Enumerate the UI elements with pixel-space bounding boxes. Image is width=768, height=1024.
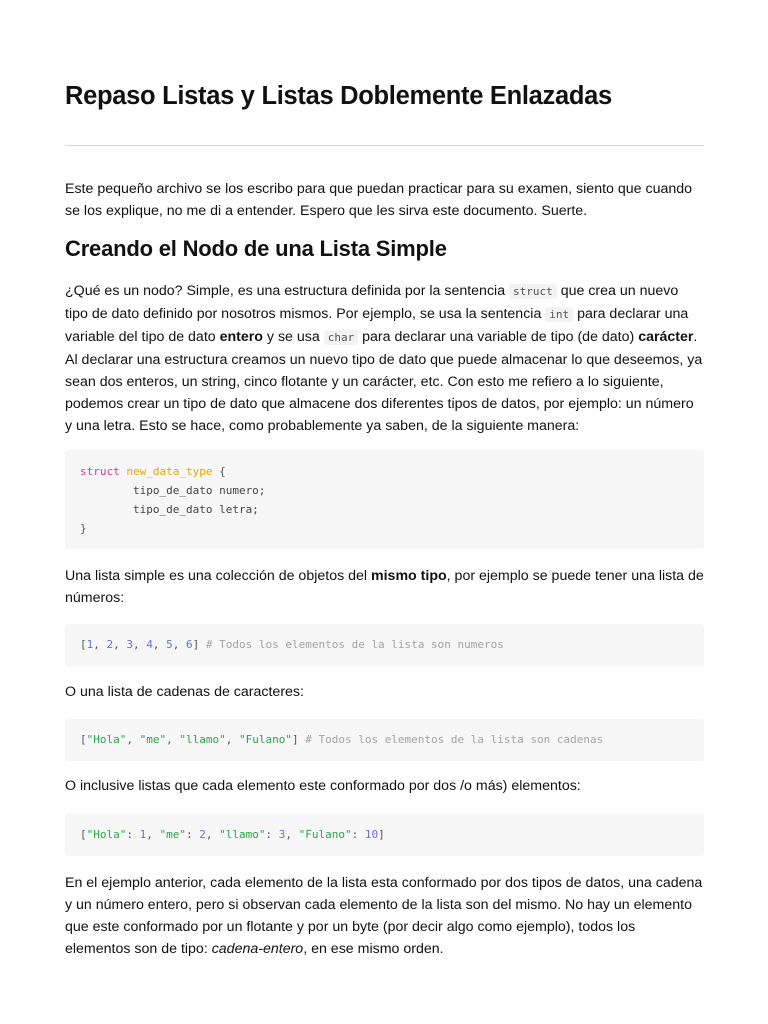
code-separator: , [152,638,167,651]
inline-code-int: int [545,307,573,322]
code-pair-value: 2 [199,828,206,841]
code-block-struct [65,450,704,549]
bold-mismo-tipo: mismo tipo [371,568,447,584]
code-list-item: "me" [139,733,167,746]
text-run: , en ese mismo orden. [303,941,444,957]
inline-code-struct: struct [509,284,557,299]
text-run: y se usa [262,329,324,345]
code-separator: , [285,828,299,841]
code-list-item: "llamo" [179,733,226,746]
bold-entero: entero [219,329,263,345]
text-run: que crea un nuevo tipo de dato definido por nosotros mismos. Por ejemplo, se usa la sentencia [65,283,679,322]
simple-list-paragraph [65,565,704,609]
node-paragraph [65,280,704,437]
pairs-paragraph: O inclusive listas que cada elemento este conformado por dos /o más) elementos: [65,778,581,794]
code-bracket: ] [192,638,200,651]
code-list-item: 2 [106,638,114,651]
text-run: Una lista simple es una colección de objetos del [65,568,371,584]
code-separator: , [225,733,239,746]
page-title: Repaso Listas y Listas Doblemente Enlazadas [65,82,612,110]
code-list-item: "Fulano" [238,733,292,746]
explanation-paragraph [65,872,704,960]
code-type-name: new_data_type [126,465,213,478]
code-colon: : [265,828,279,841]
code-list-item: 3 [126,638,133,651]
italic-cadena-entero: cadena-entero [211,941,304,957]
code-separator: , [166,733,180,746]
code-separator: , [126,733,140,746]
code-colon: : [351,828,365,841]
text-run: ¿Qué es un nodo? Simple, es una estructura definida por la sentencia [65,283,510,299]
code-list-item: "Hola" [86,733,127,746]
code-pair-key: "Hola" [86,828,127,841]
code-bracket: [ [80,638,87,651]
text-run: para declarar una variable de tipo (de dato) [358,329,639,345]
code-block-numbers [65,624,704,666]
text-run: , por ejemplo se puede tener una lista de números: [65,568,704,606]
code-separator: , [113,638,127,651]
code-list-item: 6 [186,638,193,651]
code-brace-close: } [80,522,87,535]
code-separator: , [93,638,107,651]
code-list-item: 1 [86,638,94,651]
code-separator: , [172,638,186,651]
code-bracket: [ [80,733,87,746]
strings-paragraph: O una lista de cadenas de caracteres: [65,684,304,700]
code-pair-key: "Fulano" [298,828,352,841]
code-separator: , [146,828,160,841]
code-list-item: 5 [166,638,173,651]
code-comment: # Todos los elementos de la lista son numeros [205,638,504,651]
code-separator: , [205,828,220,841]
code-block-strings [65,719,704,761]
text-run: . Al declarar una estructura creamos un nuevo tipo de dato que puede almacenar lo que deseemos, ya sean dos enteros, un string, cinco flotante y un carácter, etc. Con esto me refiero a lo siguiente, podemos crear un tipo de dato que almacene dos diferentes tipos de datos, por ejemplo: un número y una letra. Esto se hace, como probablemente ya saben, de la siguiente manera: [65,329,703,434]
code-comment: # Todos los elementos de la lista son cadenas [305,733,604,746]
inline-code-char: char [324,330,359,345]
code-pair-value: 10 [364,828,379,841]
code-pair-key: "me" [159,828,186,841]
code-pair-key: "llamo" [219,828,266,841]
code-pair-value: 3 [278,828,286,841]
code-bracket: ] [291,733,299,746]
text-run: En el ejemplo anterior, cada elemento de la lista esta conformado por dos tipos de datos, una cadena y un número entero, pero si observan cada elemento de la lista son del mismo. No hay un elemento que este conformado por un flotante y por un byte (por decir algo como ejemplo), todos los elementos son de tipo: [65,875,703,957]
code-bracket: ] [378,828,385,841]
code-bracket: [ [80,828,87,841]
code-line: tipo_de_dato letra; [80,503,259,516]
title-divider [65,145,704,146]
code-block-pairs [65,814,704,856]
code-brace-open: { [212,465,226,478]
section-heading: Creando el Nodo de una Lista Simple [65,236,447,261]
intro-paragraph: Este pequeño archivo se los escribo para que puedan practicar para su examen, siento que cuando se los explique, no me di a entender. Espero que les sirva este documento. Suerte. [65,181,693,219]
text-run: para declarar una variable del tipo de dato [65,306,689,345]
code-separator: , [133,638,147,651]
code-colon: : [186,828,200,841]
code-colon: : [126,828,140,841]
code-line: tipo_de_dato numero; [80,484,266,497]
code-keyword: struct [80,465,120,478]
bold-caracter: carácter [638,329,694,345]
code-list-item: 4 [146,638,153,651]
code-pair-value: 1 [139,828,147,841]
